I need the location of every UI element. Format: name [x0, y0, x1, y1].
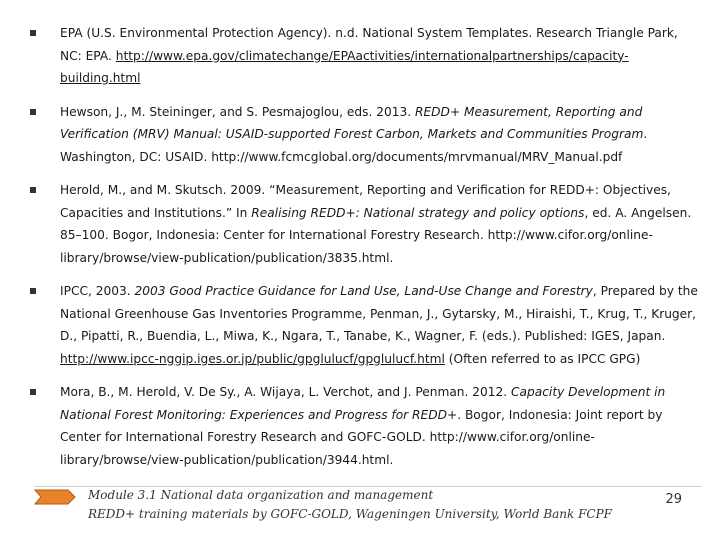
module-title: Module 3.1 National data organization and management: [88, 488, 434, 502]
page-number: 29: [665, 492, 682, 507]
footer-divider: [34, 486, 702, 487]
reference-text-mid: , Prepared by the National Greenhouse Gas Inventories Programme, Penman, J., Gytarsky, M., Hiraishi, T., Krug, T., Kruger, D., Pipatti, R., Buendia, L., Miwa, K., Ngara, T., Tanabe, K., Wagner, F. (eds.). Published: IGES, Japan.: [60, 284, 698, 343]
reference-title: Realising REDD+: National strategy and policy options: [251, 205, 585, 220]
reference-text-end: . Bogor, Indonesia: Joint report by Center for International Forestry Research and GOFC-GOLD. http://www.cifor.org/online-library/browse/view-publication/publication/3944.html.: [60, 407, 663, 467]
reference-text: IPCC, 2003.: [60, 284, 135, 298]
reference-item: [30, 101, 702, 169]
reference-item: [30, 22, 702, 90]
bullet-icon: [30, 389, 36, 395]
reference-text: Hewson, J., M. Steininger, and S. Pesmajoglou, eds. 2013.: [60, 104, 415, 119]
bullet-icon: [30, 109, 36, 115]
reference-list: [30, 22, 702, 482]
reference-item: [30, 280, 702, 370]
bullet-icon: [30, 30, 36, 36]
footer-credits: REDD+ training materials by GOFC-GOLD, Wageningen University, World Bank FCPF: [88, 507, 613, 521]
bullet-icon: [30, 187, 36, 193]
reference-link[interactable]: http://www.ipcc-nggip.iges.or.jp/public/gpglulucf/gpglulucf.html: [60, 351, 445, 366]
reference-title: 2003 Good Practice Guidance for Land Use, Land-Use Change and Forestry: [134, 284, 593, 298]
reference-text: Mora, B., M. Herold, V. De Sy., A. Wijaya, L. Verchot, and J. Penman. 2012.: [60, 385, 512, 399]
reference-title: REDD+ Measurement, Reporting and Verification (MRV) Manual: USAID-supported Forest Carbon, Markets and Communities Program: [60, 104, 644, 141]
reference-title: Capacity Development in National Forest Monitoring: Experiences and Progress for REDD+: [60, 385, 666, 422]
reference-text-end: , ed. A. Angelsen. 85–100. Bogor, Indonesia: Center for International Forestry Research. http://www.cifor.org/online-library/browse/view-publication/publication/3835.html.: [60, 205, 692, 265]
arrow-icon: [34, 488, 76, 506]
bullet-icon: [30, 288, 36, 294]
slide-footer: [0, 482, 720, 540]
reference-text-end: (Often referred to as IPCC GPG): [444, 351, 641, 366]
reference-text-end: . Washington, DC: USAID. http://www.fcmcglobal.org/documents/mrvmanual/MRV_Manual.pdf: [60, 127, 648, 164]
reference-item: [30, 179, 702, 269]
reference-link[interactable]: http://www.epa.gov/climatechange/EPAactivities/internationalpartnerships/capacity-building.html: [60, 48, 629, 85]
reference-text: Herold, M., and M. Skutsch. 2009. “Measurement, Reporting and Verification for REDD+: Objectives, Capacities and Institutions.” In: [60, 183, 671, 220]
reference-item: [30, 381, 702, 471]
reference-text: EPA (U.S. Environmental Protection Agency). n.d. National System Templates. Research Triangle Park, NC: EPA.: [60, 26, 678, 63]
